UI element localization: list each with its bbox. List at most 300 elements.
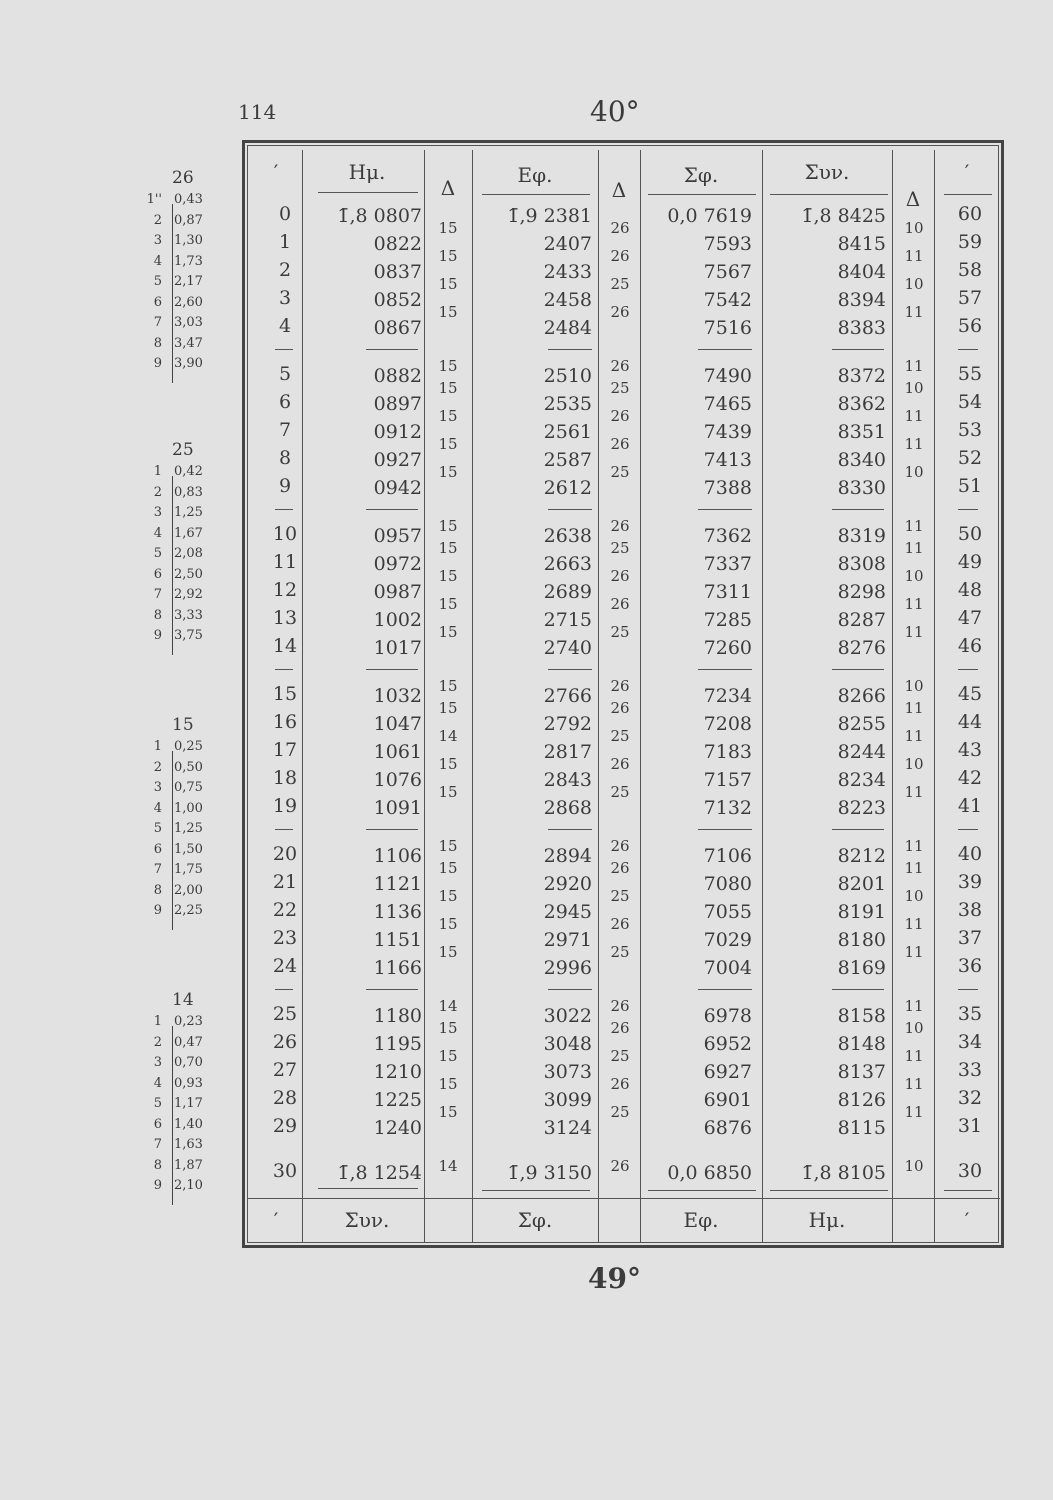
side-table-value: 3,03 — [174, 315, 203, 330]
sine-difference: 15 — [438, 247, 458, 265]
tangent-value: 2843 — [543, 769, 592, 791]
column-rule — [892, 150, 893, 1242]
side-table-row — [136, 842, 236, 863]
group-dash — [958, 669, 978, 670]
sine-value: 0927 — [373, 449, 422, 471]
side-table-row — [136, 336, 236, 357]
minute-right: 55 — [957, 363, 983, 385]
group-dash — [275, 829, 293, 830]
sine-value: 1106 — [373, 845, 422, 867]
sine-value: 1076 — [373, 769, 422, 791]
cosine-difference: 10 — [904, 275, 924, 293]
minute-left: 24 — [272, 955, 298, 977]
minute-left: 11 — [272, 551, 298, 573]
minute-left: 26 — [272, 1031, 298, 1053]
group-dash — [648, 1190, 756, 1191]
minute-right: 45 — [957, 683, 983, 705]
group-dash — [698, 509, 752, 510]
sine-value: 0822 — [373, 233, 422, 255]
group-dash — [275, 669, 293, 670]
side-table-key: 9 — [153, 356, 162, 371]
cotangent-value: 7439 — [703, 421, 752, 443]
group-dash — [366, 669, 418, 670]
cotangent-value: 7465 — [703, 393, 752, 415]
tangent-difference: 26 — [610, 435, 630, 453]
side-table-value: 2,50 — [174, 566, 203, 582]
sine-difference: 15 — [438, 379, 458, 397]
group-dash — [366, 989, 418, 990]
minute-left: 1 — [278, 231, 292, 253]
side-table-key: 4 — [153, 525, 162, 541]
minute-left: 28 — [272, 1087, 298, 1109]
cosine-difference: 11 — [904, 859, 924, 877]
cotangent-value: 7542 — [703, 289, 752, 311]
minute-left: 12 — [272, 579, 298, 601]
sine-value: 0837 — [373, 261, 422, 283]
tangent-difference: 25 — [610, 539, 630, 557]
tangent-value: 1̄,9 3150 — [507, 1162, 592, 1184]
group-dash — [548, 829, 592, 830]
cosine-value: 8234 — [837, 769, 886, 791]
sine-value: 0987 — [373, 581, 422, 603]
tangent-value: 3022 — [543, 1005, 592, 1027]
tangent-value: 2792 — [543, 713, 592, 735]
tangent-value: 2766 — [543, 685, 592, 707]
cosine-difference: 10 — [904, 887, 924, 905]
minute-right: 49 — [957, 551, 983, 573]
side-table-row — [136, 1076, 236, 1097]
sine-difference: 15 — [438, 755, 458, 773]
cosine-difference: 10 — [904, 463, 924, 481]
sine-difference: 15 — [438, 859, 458, 877]
cotangent-value: 7157 — [703, 769, 752, 791]
cotangent-value: 7132 — [703, 797, 752, 819]
tangent-value: 3048 — [543, 1033, 592, 1055]
tangent-value: 3099 — [543, 1089, 592, 1111]
tangent-value: 2587 — [543, 449, 592, 471]
side-table-rule — [172, 751, 173, 930]
minute-right: 37 — [957, 927, 983, 949]
sine-value: 1195 — [373, 1033, 422, 1055]
footer-rule — [248, 1198, 1000, 1199]
tangent-difference: 26 — [610, 567, 630, 585]
sine-value: 1240 — [373, 1117, 422, 1139]
sine-value: 1136 — [373, 901, 422, 923]
cotangent-value: 7516 — [703, 317, 752, 339]
tangent-difference: 26 — [610, 219, 630, 237]
side-table-key: 1 — [153, 739, 162, 754]
side-table-value: 1,17 — [174, 1096, 203, 1111]
tangent-difference: 26 — [610, 247, 630, 265]
header-underline — [648, 194, 756, 195]
side-table-row — [136, 760, 236, 781]
minute-left: 20 — [272, 843, 298, 865]
group-dash — [275, 509, 293, 510]
cosine-difference: 11 — [904, 435, 924, 453]
minute-right: 41 — [957, 795, 983, 817]
group-dash — [944, 1190, 992, 1191]
side-table-25 — [136, 440, 236, 649]
side-table-key: 6 — [153, 566, 162, 582]
group-dash — [832, 829, 884, 830]
sine-difference: 15 — [438, 407, 458, 425]
group-dash — [548, 509, 592, 510]
cotangent-value: 7080 — [703, 873, 752, 895]
minute-right: 33 — [957, 1059, 983, 1081]
cosine-value: 8276 — [837, 637, 886, 659]
sine-value: 0912 — [373, 421, 422, 443]
side-table-value: 1,87 — [174, 1157, 203, 1173]
minute-right: 39 — [957, 871, 983, 893]
header-sf: Σφ. — [683, 163, 719, 187]
cotangent-value: 7413 — [703, 449, 752, 471]
header-hm: Ημ. — [348, 160, 386, 184]
group-dash — [548, 349, 592, 350]
cosine-value: 8351 — [837, 421, 886, 443]
side-table-row — [136, 505, 236, 526]
cosine-value: 8137 — [837, 1061, 886, 1083]
sine-difference: 15 — [438, 303, 458, 321]
cotangent-value: 7234 — [703, 685, 752, 707]
side-table-value: 2,10 — [174, 1178, 203, 1193]
minute-left: 0 — [278, 203, 292, 225]
side-table-15 — [136, 715, 236, 924]
minute-right: 52 — [957, 447, 983, 469]
side-table-row — [136, 628, 236, 649]
footer-syn: Ημ. — [808, 1208, 846, 1232]
minute-right: 57 — [957, 287, 983, 309]
sine-value: 1225 — [373, 1089, 422, 1111]
side-table-header: 14 — [172, 990, 194, 1010]
degree-top: 40° — [590, 95, 640, 128]
degree-bottom: 49° — [588, 1262, 641, 1295]
minute-left: 2 — [278, 259, 292, 281]
tangent-value: 2971 — [543, 929, 592, 951]
cosine-difference: 11 — [904, 407, 924, 425]
cosine-value: 8244 — [837, 741, 886, 763]
tangent-difference: 25 — [610, 1047, 630, 1065]
tangent-difference: 26 — [610, 915, 630, 933]
tangent-difference: 25 — [610, 1103, 630, 1121]
group-dash — [958, 829, 978, 830]
side-table-key: 8 — [153, 1157, 162, 1173]
side-table-key: 4 — [153, 1075, 162, 1091]
sine-difference: 15 — [438, 463, 458, 481]
side-table-row — [136, 464, 236, 485]
cosine-difference: 10 — [904, 1019, 924, 1037]
cosine-value: 8158 — [837, 1005, 886, 1027]
minute-right: 56 — [957, 315, 983, 337]
header-syn: Συν. — [804, 160, 850, 184]
minute-left: 7 — [278, 419, 292, 441]
minute-right: 53 — [957, 419, 983, 441]
cotangent-value: 7567 — [703, 261, 752, 283]
header-underline — [944, 194, 992, 195]
side-table-row — [136, 274, 236, 295]
cosine-difference: 11 — [904, 1103, 924, 1121]
side-table-key: 7 — [153, 315, 162, 330]
cotangent-value: 7106 — [703, 845, 752, 867]
cosine-value: 8191 — [837, 901, 886, 923]
cosine-difference: 11 — [904, 915, 924, 933]
tangent-difference: 26 — [610, 595, 630, 613]
sine-value: 0972 — [373, 553, 422, 575]
side-table-key: 2 — [153, 1034, 162, 1050]
tangent-value: 2689 — [543, 581, 592, 603]
sine-difference: 15 — [438, 943, 458, 961]
side-table-row — [136, 192, 236, 213]
side-table-value: 0,87 — [174, 212, 203, 228]
side-table-value: 3,33 — [174, 607, 203, 623]
side-table-value: 3,90 — [174, 356, 203, 371]
side-table-key: 8 — [153, 882, 162, 898]
side-table-row — [136, 1096, 236, 1117]
minute-left: 19 — [272, 795, 298, 817]
sine-value: 1166 — [373, 957, 422, 979]
side-table-row — [136, 1014, 236, 1035]
side-table-value: 0,70 — [174, 1055, 203, 1070]
tangent-value: 3073 — [543, 1061, 592, 1083]
cosine-value: 8362 — [837, 393, 886, 415]
minute-right: 60 — [957, 203, 983, 225]
sine-difference: 14 — [438, 1157, 458, 1175]
cotangent-value: 6901 — [703, 1089, 752, 1111]
minute-left: 14 — [272, 635, 298, 657]
tangent-difference: 26 — [610, 997, 630, 1015]
sine-value: 1091 — [373, 797, 422, 819]
side-table-row — [136, 254, 236, 275]
cotangent-value: 7311 — [703, 581, 752, 603]
side-table-key: 5 — [153, 274, 162, 289]
sine-difference: 15 — [438, 567, 458, 585]
sine-difference: 15 — [438, 677, 458, 695]
minute-right: 34 — [957, 1031, 983, 1053]
cotangent-value: 7183 — [703, 741, 752, 763]
minute-right: 40 — [957, 843, 983, 865]
group-dash — [832, 349, 884, 350]
tangent-value: 2894 — [543, 845, 592, 867]
cosine-value: 8255 — [837, 713, 886, 735]
minute-right: 46 — [957, 635, 983, 657]
side-table-row — [136, 213, 236, 234]
cotangent-value: 7388 — [703, 477, 752, 499]
cosine-difference: 11 — [904, 539, 924, 557]
tangent-value: 3124 — [543, 1117, 592, 1139]
side-table-row — [136, 1137, 236, 1158]
cosine-difference: 11 — [904, 1075, 924, 1093]
cosine-value: 8394 — [837, 289, 886, 311]
side-table-value: 0,47 — [174, 1034, 203, 1050]
column-rule — [424, 150, 425, 1242]
side-table-row — [136, 356, 236, 377]
side-table-key: 5 — [153, 546, 162, 561]
cosine-value: 8169 — [837, 957, 886, 979]
sine-value: 0867 — [373, 317, 422, 339]
cosine-difference: 11 — [904, 595, 924, 613]
minute-left: 5 — [278, 363, 292, 385]
side-table-value: 1,75 — [174, 862, 203, 877]
tangent-value: 2817 — [543, 741, 592, 763]
cotangent-value: 7004 — [703, 957, 752, 979]
cosine-value: 8148 — [837, 1033, 886, 1055]
sine-value: 1017 — [373, 637, 422, 659]
tangent-difference: 25 — [610, 887, 630, 905]
header-underline — [770, 194, 888, 195]
header-min: ′ — [273, 160, 279, 184]
side-table-key: 1'' — [146, 192, 162, 207]
tangent-value: 1̄,9 2381 — [507, 205, 592, 227]
minute-left: 15 — [272, 683, 298, 705]
side-table-row — [136, 1158, 236, 1179]
cosine-value: 8319 — [837, 525, 886, 547]
minute-right: 38 — [957, 899, 983, 921]
cotangent-value: 7055 — [703, 901, 752, 923]
cotangent-value: 7208 — [703, 713, 752, 735]
minute-right: 42 — [957, 767, 983, 789]
side-table-value: 0,93 — [174, 1075, 203, 1091]
cosine-difference: 11 — [904, 247, 924, 265]
tangent-difference: 26 — [610, 517, 630, 535]
side-table-key: 6 — [153, 841, 162, 857]
tangent-difference: 26 — [610, 303, 630, 321]
cosine-value: 8212 — [837, 845, 886, 867]
tangent-value: 2612 — [543, 477, 592, 499]
cosine-value: 8404 — [837, 261, 886, 283]
tangent-value: 2458 — [543, 289, 592, 311]
side-table-value: 3,47 — [174, 335, 203, 351]
minute-right: 47 — [957, 607, 983, 629]
tangent-difference: 25 — [610, 727, 630, 745]
cosine-value: 8201 — [837, 873, 886, 895]
sine-value: 1210 — [373, 1061, 422, 1083]
group-dash — [698, 349, 752, 350]
sine-value: 1180 — [373, 1005, 422, 1027]
cosine-difference: 10 — [904, 379, 924, 397]
cotangent-value: 6927 — [703, 1061, 752, 1083]
header-underline — [482, 194, 590, 195]
column-rule — [472, 150, 473, 1242]
group-dash — [482, 1190, 590, 1191]
side-table-row — [136, 821, 236, 842]
tangent-difference: 25 — [610, 275, 630, 293]
side-table-value: 0,42 — [174, 464, 203, 479]
minute-left: 4 — [278, 315, 292, 337]
cosine-difference: 11 — [904, 943, 924, 961]
side-table-key: 7 — [153, 862, 162, 877]
minute-right: 58 — [957, 259, 983, 281]
minute-left: 17 — [272, 739, 298, 761]
group-dash — [548, 989, 592, 990]
cosine-difference: 11 — [904, 1047, 924, 1065]
side-table-key: 2 — [153, 759, 162, 775]
cosine-value: 8115 — [837, 1117, 886, 1139]
minute-left: 22 — [272, 899, 298, 921]
cosine-value: 8180 — [837, 929, 886, 951]
minute-left: 13 — [272, 607, 298, 629]
sine-value: 1121 — [373, 873, 422, 895]
tangent-value: 2484 — [543, 317, 592, 339]
minute-right: 44 — [957, 711, 983, 733]
side-table-value: 0,83 — [174, 484, 203, 500]
side-table-value: 1,25 — [174, 505, 203, 520]
tangent-value: 2433 — [543, 261, 592, 283]
sine-value: 1̄,8 1254 — [337, 1162, 422, 1184]
cosine-value: 8298 — [837, 581, 886, 603]
cotangent-value: 0,0 6850 — [667, 1162, 752, 1184]
side-table-key: 8 — [153, 335, 162, 351]
minute-left: 8 — [278, 447, 292, 469]
tangent-difference: 26 — [610, 837, 630, 855]
side-table-value: 2,92 — [174, 587, 203, 602]
cosine-value: 1̄,8 8425 — [801, 205, 886, 227]
tangent-difference: 26 — [610, 859, 630, 877]
minute-right: 59 — [957, 231, 983, 253]
group-dash — [366, 509, 418, 510]
sine-difference: 15 — [438, 275, 458, 293]
header-underline — [318, 192, 418, 193]
side-table-key: 3 — [153, 505, 162, 520]
tangent-difference: 26 — [610, 755, 630, 773]
sine-difference: 15 — [438, 357, 458, 375]
sine-value: 0882 — [373, 365, 422, 387]
side-table-header: 25 — [172, 440, 194, 460]
footer-ef: Σφ. — [517, 1208, 553, 1232]
minute-right: 48 — [957, 579, 983, 601]
side-table-header: 26 — [172, 168, 194, 188]
group-dash — [548, 669, 592, 670]
side-table-row — [136, 1178, 236, 1199]
side-table-value: 2,25 — [174, 903, 203, 918]
sine-difference: 15 — [438, 1075, 458, 1093]
minute-left: 10 — [272, 523, 298, 545]
tangent-difference: 26 — [610, 1075, 630, 1093]
side-table-key: 2 — [153, 484, 162, 500]
tangent-value: 2868 — [543, 797, 592, 819]
group-dash — [698, 669, 752, 670]
side-table-rule — [172, 1026, 173, 1205]
cosine-difference: 10 — [904, 1157, 924, 1175]
side-table-row — [136, 485, 236, 506]
side-table-key: 3 — [153, 1055, 162, 1070]
sine-difference: 14 — [438, 997, 458, 1015]
minute-left: 6 — [278, 391, 292, 413]
cosine-difference: 10 — [904, 219, 924, 237]
tangent-value: 2945 — [543, 901, 592, 923]
group-dash — [958, 509, 978, 510]
side-table-row — [136, 233, 236, 254]
side-table-key: 5 — [153, 1096, 162, 1111]
side-table-value: 1,30 — [174, 233, 203, 248]
side-table-rule — [172, 476, 173, 655]
tangent-difference: 26 — [610, 357, 630, 375]
sine-difference: 15 — [438, 1047, 458, 1065]
side-table-row — [136, 315, 236, 336]
header-d1: Δ — [440, 176, 456, 200]
side-table-key: 2 — [153, 212, 162, 228]
minute-right: 32 — [957, 1087, 983, 1109]
cosine-value: 8383 — [837, 317, 886, 339]
cosine-difference: 11 — [904, 699, 924, 717]
sine-difference: 15 — [438, 623, 458, 641]
side-table-value: 3,75 — [174, 628, 203, 643]
sine-difference: 14 — [438, 727, 458, 745]
cosine-difference: 11 — [904, 727, 924, 745]
sine-value: 1151 — [373, 929, 422, 951]
minute-right: 31 — [957, 1115, 983, 1137]
side-table-key: 9 — [153, 903, 162, 918]
tangent-value: 2407 — [543, 233, 592, 255]
tangent-difference: 25 — [610, 379, 630, 397]
